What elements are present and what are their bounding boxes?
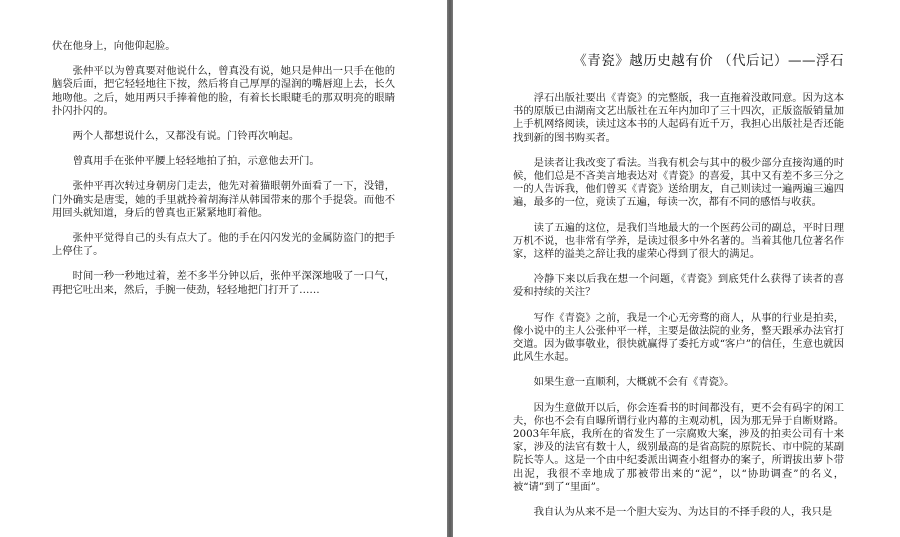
paragraph: 张仲平觉得自己的头有点大了。他的手在闪闪发光的金属防盗门的把手上停住了。 <box>52 232 395 258</box>
right-page <box>453 0 900 537</box>
paragraph: 伏在他身上，向他仰起脸。 <box>52 40 176 52</box>
paragraph: 浮石出版社要出《青瓷》的完整版，我一直拖着没敢同意。因为这本书的原版已由湖南文艺出版社在五年内加印了三十四次，正版盗版销量加上手机网络阅读，读过这本书的人起码有近千万，我担心出版社是否还能找到新的图书购买者。 <box>513 92 844 144</box>
chapter-title: 《青瓷》越历史越有价 （代后记）——浮石 <box>573 53 844 69</box>
paragraph: 如果生意一直顺利，大概就不会有《青瓷》。 <box>533 376 735 389</box>
left-page <box>0 0 447 537</box>
paragraph: 因为生意做开以后，你会连看书的时间都没有，更不会有码字的闲工夫，你也不会有自曝所谓行业内幕的主观动机，因为那无异于自断财路。2003年年底，我所在的省发生了一宗腐败大案，涉及的拍卖公司有十来家，涉及的法官有数十人，级别最高的是省高院的原院长、市中院的某副院长等人。这是一个由中纪委派出调查小组督办的案子，所谓拔出萝卜带出泥，我很不幸地成了那被带出来的“泥”，以“协助调查”的名义，被“请”到了“里面”。 <box>513 401 844 493</box>
paragraph: 时间一秒一秒地过着，差不多半分钟以后，张仲平深深地吸了一口气，再把它吐出来，然后，手腕一使劲，轻轻地把门打开了…… <box>52 270 395 296</box>
paragraph: 是读者让我改变了看法。当我有机会与其中的极少部分直接沟通的时候，他们总是不吝美言地表达对《青瓷》的喜爱，其中又有差不多三分之一的人告诉我，他们曾买《青瓷》送给朋友，自己则读过一遍两遍三遍四遍，最多的一位，竟读了五遍，每读一次，都有不同的感悟与收获。 <box>513 156 844 209</box>
paragraph: 曾真用手在张仲平腰上轻轻地拍了拍，示意他去开门。 <box>72 155 320 168</box>
paragraph: 张仲平再次转过身朝房门走去，他先对着猫眼朝外面看了一下，没错，门外确实是唐雯，她的手里就拎着胡海洋从韩国带来的那个手提袋。而他不用回头就知道，身后的曾真也正紧紧地盯着他。 <box>52 180 395 219</box>
paragraph: 两个人都想说什么，又都没有说。门铃再次响起。 <box>72 130 300 143</box>
paragraph: 读了五遍的这位，是我们当地最大的一个医药公司的副总，平时日理万机不说，也非常有学养，是读过很多中外名著的。当着其他几位著名作家，这样的溢美之辞让我的虚荣心得到了很大的满足。 <box>513 221 844 261</box>
paragraph: 冷静下来以后我在想一个问题，《青瓷》到底凭什么获得了读者的喜爱和持续的关注？ <box>513 273 844 299</box>
paragraph: 写作《青瓷》之前，我是一个心无旁骛的商人，从事的行业是拍卖，像小说中的主人公张仲平一样，主要是做法院的业务，整天跟承办法官打交道。因为做事敬业，很快就赢得了委托方或“客户”的信任，生意也就因此风生水起。 <box>513 311 844 364</box>
paragraph: 张仲平以为曾真要对他说什么，曾真没有说，她只是伸出一只手在他的脑袋后面，把它轻轻地往下按，然后将自己厚厚的湿润的嘴唇迎上去，长久地吻他。之后，她用两只手捧着他的脸，有着长长眼睫毛的那双明亮的眼睛扑闪扑闪的。 <box>52 65 395 117</box>
paragraph: 我自认为从来不是一个胆大妄为、为达目的不择手段的人，我只是 <box>533 506 833 519</box>
